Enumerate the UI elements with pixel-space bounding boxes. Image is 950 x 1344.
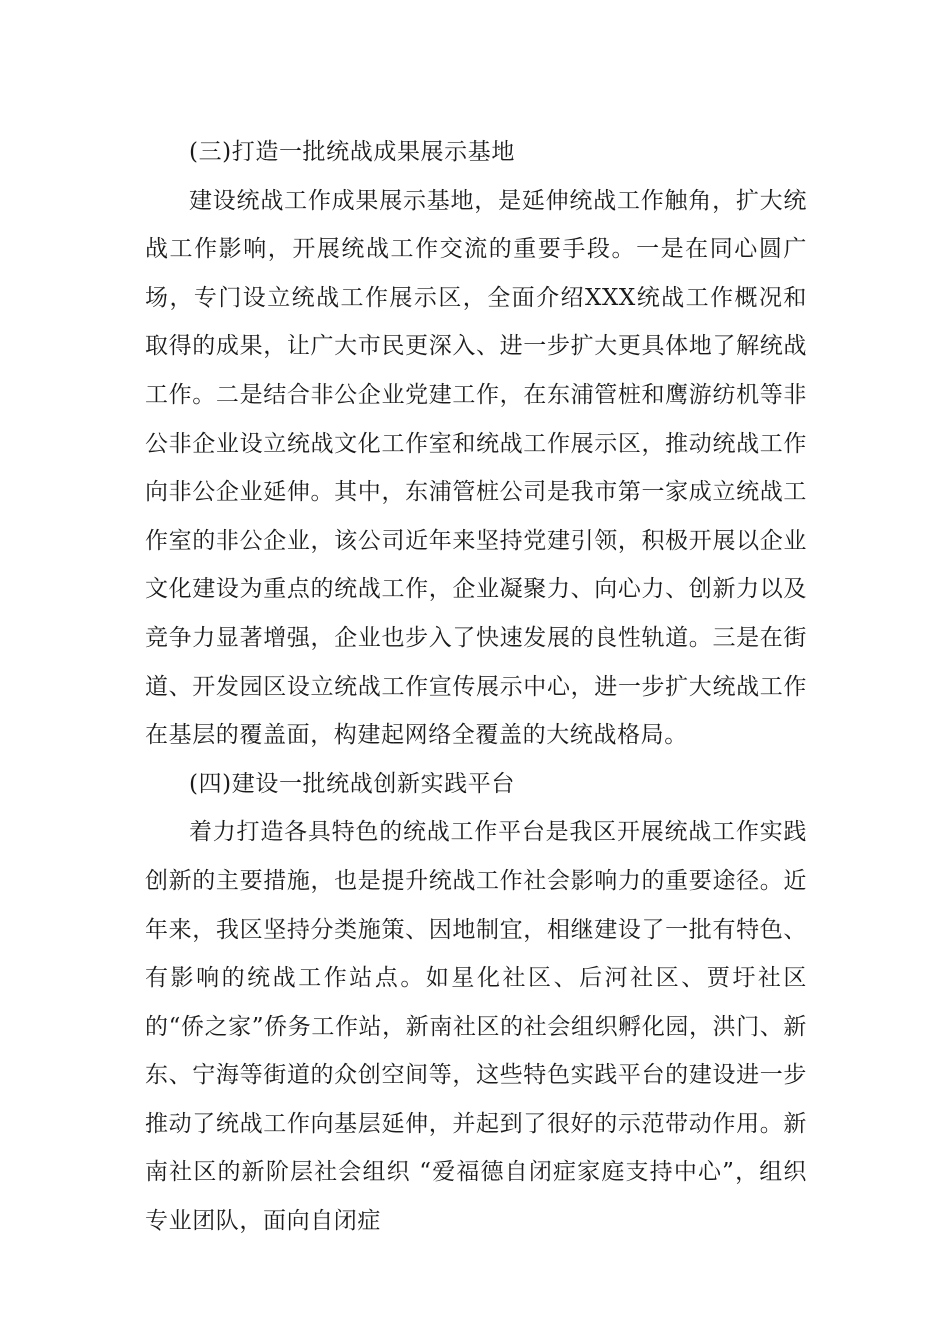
section-3-paragraph: 建设统战工作成果展示基地，是延伸统战工作触角，扩大统战工作影响，开展统战工作交流的重要手段。一是在同心圆广场，专门设立统战工作展示区，全面介绍XXX统战工作概况和取得的成果，让广大市民更深入、进一步扩大更具体地了解统战工作。二是结合非公企业党建工作，在东浦管桩和鹰游纺机等非公非企业设立统战文化工作室和统战工作展示区，推动统战工作向非公企业延伸。其中，东浦管桩公司是我市第一家成立统战工作室的非公企业，该公司近年来坚持党建引领，积极开展以企业文化建设为重点的统战工作，企业凝聚力、向心力、创新力以及竞争力显著增强，企业也步入了快速发展的良性轨道。三是在街道、开发园区设立统战工作宣传展示中心，进一步扩大统战工作在基层的覆盖面，构建起网络全覆盖的大统战格局。 [145, 187, 807, 749]
document-body [145, 128, 807, 1246]
section-4-paragraph: 着力打造各具特色的统战工作平台是我区开展统战工作实践创新的主要措施，也是提升统战工作社会影响力的重要途径。近年来，我区坚持分类施策、因地制宜，相继建设了一批有特色、有影响的统战工作站点。如星化社区、后河社区、贾圩社区的“侨之家”侨务工作站，新南社区的社会组织孵化园，洪门、新东、宁海等街道的众创空间等，这些特色实践平台的建设进一步推动了统战工作向基层延伸，并起到了很好的示范带动作用。新南社区的新阶层社会组织 “爱福德自闭症家庭支持中心”，组织专业团队，面向自闭症 [145, 819, 807, 1235]
section-3-heading: (三)打造一批统战成果展示基地 [189, 139, 515, 165]
section-4-heading: (四)建设一批统战创新实践平台 [189, 770, 515, 797]
